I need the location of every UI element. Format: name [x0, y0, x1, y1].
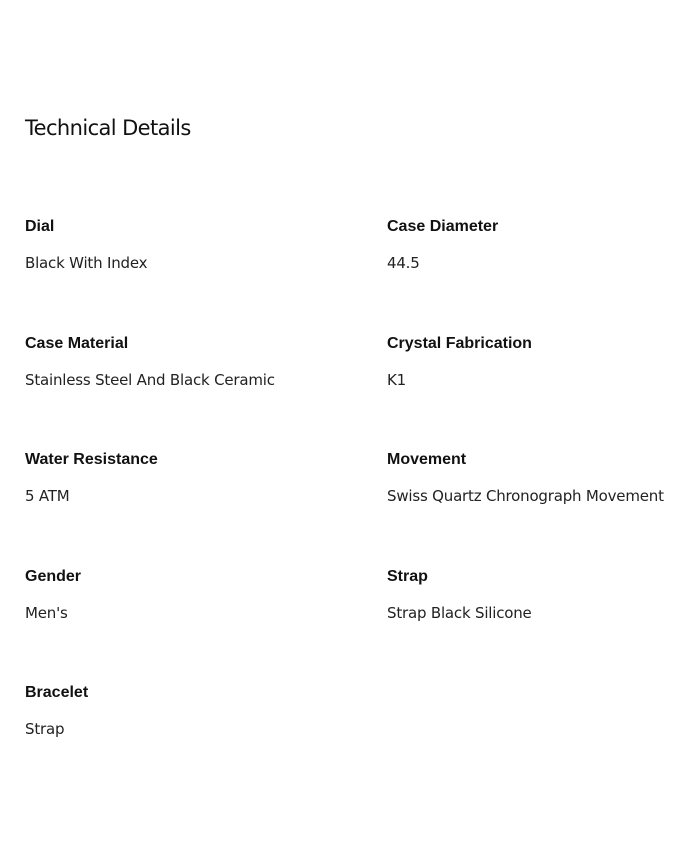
spec-label: Bracelet: [25, 684, 89, 701]
spec-label: Case Diameter: [387, 218, 499, 235]
technical-details-grid: [25, 216, 700, 799]
spec-crystal-fabrication: [387, 333, 700, 450]
page-title: Technical Details: [25, 116, 191, 140]
spec-label: Gender: [25, 567, 82, 585]
spec-case-material: [25, 333, 387, 450]
spec-movement: [387, 449, 700, 566]
spec-value: Strap: [25, 720, 65, 738]
spec-label: Strap: [387, 567, 428, 585]
spec-bracelet: [25, 682, 387, 799]
spec-value: K1: [387, 370, 406, 389]
spec-value: 44.5: [387, 254, 420, 272]
spec-case-diameter: [387, 216, 700, 333]
spec-value: Stainless Steel And Black Ceramic: [25, 370, 275, 389]
spec-dial: [25, 216, 387, 333]
spec-value: 5 ATM: [25, 487, 70, 505]
spec-value: Black With Index: [25, 254, 148, 272]
spec-label: Crystal Fabrication: [387, 334, 532, 352]
spec-value: Swiss Quartz Chronograph Movement: [387, 487, 664, 505]
spec-label: Dial: [25, 218, 55, 235]
spec-value: Strap Black Silicone: [387, 603, 532, 622]
spec-label: Case Material: [25, 334, 129, 352]
spec-strap: [387, 566, 700, 683]
spec-water-resistance: [25, 449, 387, 566]
spec-gender: [25, 566, 387, 683]
spec-label: Water Resistance: [25, 451, 158, 468]
spec-label: Movement: [387, 451, 467, 468]
spec-value: Men's: [25, 603, 68, 622]
